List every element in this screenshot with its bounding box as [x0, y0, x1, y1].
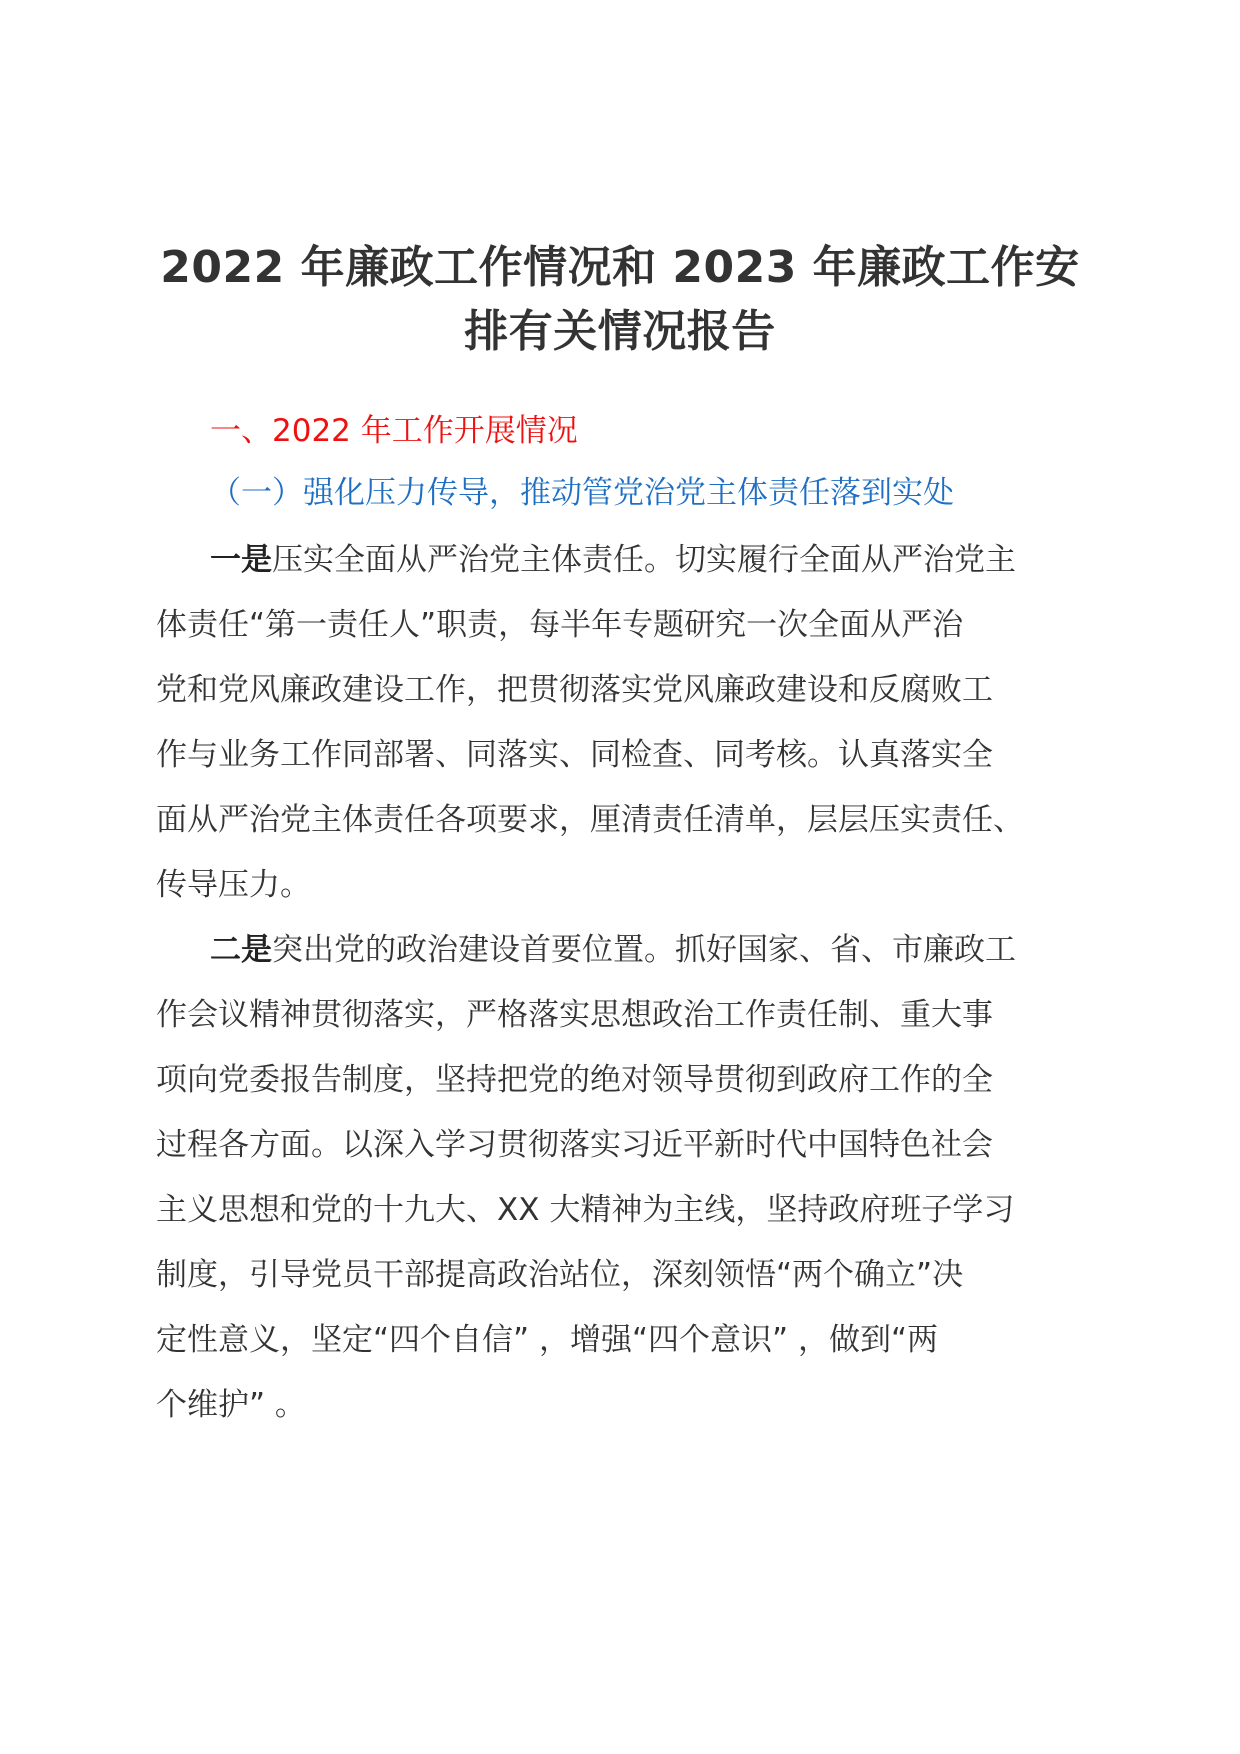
- paragraph-1-line-4: 作与业务工作同部署、同落实、同检查、同考核。认真落实全: [156, 737, 993, 773]
- paragraph-1-line-3: 党和党风廉政建设工作，把贯彻落实党风廉政建设和反腐败工: [156, 672, 993, 708]
- paragraph-2-line-1: [156, 918, 1086, 983]
- paragraph-2-line-6: 制度，引导党员干部提高政治站位，深刻领悟“两个确立”决: [156, 1257, 964, 1293]
- paragraph-2-line-3: 项向党委报告制度，坚持把党的绝对领导贯彻到政府工作的全: [156, 1062, 993, 1098]
- paragraph-1-line-6: 传导压力。: [156, 867, 311, 903]
- subsection-heading: （一）强化压力传导，推动管党治党主体责任落到实处: [210, 475, 954, 511]
- title-line-2: 排有关情况报告: [464, 306, 776, 357]
- paragraph-2-line-8: 个维护” 。: [156, 1387, 306, 1423]
- paragraph-2-lead: 二是: [210, 932, 272, 968]
- paragraph-2-line-1-text: 突出党的政治建设首要位置。抓好国家、省、市廉政工: [272, 932, 1016, 968]
- paragraph-2-line-2: 作会议精神贯彻落实，严格落实思想政治工作责任制、重大事: [156, 997, 993, 1033]
- paragraph-2: [156, 918, 1086, 1438]
- paragraph-1-line-2: 体责任“第一责任人”职责，每半年专题研究一次全面从严治: [156, 607, 964, 643]
- paragraph-1: [156, 528, 1086, 918]
- paragraph-2-line-5: 主义思想和党的十九大、XX 大精神为主线，坚持政府班子学习: [156, 1192, 1015, 1228]
- paragraph-2-line-4: 过程各方面。以深入学习贯彻落实习近平新时代中国特色社会: [156, 1127, 993, 1163]
- paragraph-2-line-7: 定性意义，坚定“四个自信” ，增强“四个意识” ，做到“两: [156, 1322, 939, 1358]
- paragraph-1-line-5: 面从严治党主体责任各项要求，厘清责任清单，层层压实责任、: [156, 802, 1024, 838]
- paragraph-1-line-1: [156, 528, 1086, 593]
- paragraph-1-line-1-text: 压实全面从严治党主体责任。切实履行全面从严治党主: [272, 542, 1016, 578]
- section-heading: 一、2022 年工作开展情况: [210, 413, 578, 449]
- paragraph-1-lead: 一是: [210, 542, 272, 578]
- document-title: [140, 236, 1100, 364]
- title-line-1: 2022 年廉政工作情况和 2023 年廉政工作安: [160, 242, 1080, 293]
